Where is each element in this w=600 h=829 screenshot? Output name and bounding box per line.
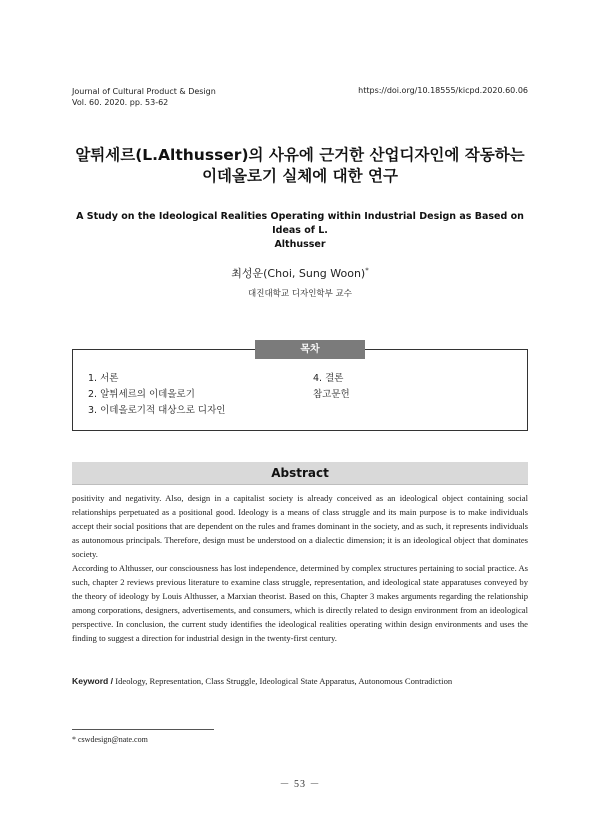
abstract-header-bar (72, 462, 528, 485)
toc-item: 1. 서론 (88, 373, 119, 384)
toc-item: 4. 결론 (313, 373, 344, 384)
journal-volume: Vol. 60. 2020. pp. 53-62 (72, 98, 169, 107)
author-name: 최성운(Choi, Sung Woon) (231, 267, 366, 280)
journal-info (72, 86, 216, 108)
footnote-divider (72, 729, 214, 730)
toc-item: 참고문헌 (313, 389, 350, 400)
keyword-text: Ideology, Representation, Class Struggle, Ideological State Apparatus, Autonomous Contradiction (115, 676, 453, 686)
toc-heading: 목차 (255, 340, 365, 359)
abstract-paragraph: positivity and negativity. Also, design in a capitalist society is already conceived as an ideological object containing social relationships perpetuated as a positional good. Ideology is a means of class struggle and its main purpose is to make individuals accept their social positions that are dependent on the rules and frames dominant in the society, and as such, it represents individuals as autonomous principals. Therefore, design must be understood on a dialectic dimension; it is an ideological object that dominates society. (72, 493, 528, 559)
abstract-body (72, 491, 528, 645)
page-number: － 53 － (279, 779, 321, 790)
toc-item: 2. 알튀세르의 이데올로기 (88, 389, 195, 400)
keyword-label: Keyword / (72, 676, 114, 686)
journal-name: Journal of Cultural Product & Design (72, 87, 216, 96)
english-title-line2: Althusser (274, 239, 326, 250)
footnote-mark: * (72, 735, 76, 744)
doi-link[interactable]: https://doi.org/10.18555/kicpd.2020.60.06 (358, 86, 528, 95)
korean-title-line1: 알튀세르(L.Althusser)의 사유에 근거한 산업디자인에 작동하는 (75, 146, 525, 164)
abstract-heading: Abstract (271, 466, 329, 480)
korean-title-line2: 이데올로기 실체에 대한 연구 (202, 167, 398, 185)
author-affiliation: 대진대학교 디자인학부 교수 (248, 289, 352, 299)
toc-left-column (88, 371, 225, 419)
abstract-paragraph: According to Althusser, our consciousness has lost independence, determined by complex structures pertaining to social practice. As such, chapter 2 reviews previous literature to examine class struggle, representation, and ideological state apparatuses conveyed by the theory of ideology by Louis Althusser, a Marxian theorist. Based on this, Chapter 3 makes arguments regarding the relationship among corporations, designers, advertisements, and consumers, which is directly related to design environment from an ideological perspective. In conclusion, the current study identifies the ideological realities operating within design environments and uses the finding to suggest a direction for industrial design in the twenty-first century. (72, 563, 528, 643)
footnote (72, 735, 148, 744)
keywords (72, 676, 528, 686)
footnote-email: cswdesign@nate.com (78, 735, 148, 744)
toc-item: 3. 이데올로기적 대상으로 디자인 (88, 405, 226, 416)
author-mark: * (365, 266, 369, 275)
english-title-line1: A Study on the Ideological Realities Operating within Industrial Design as Based on Ideas of L. (76, 211, 524, 236)
korean-title (60, 145, 540, 187)
english-title (66, 210, 534, 252)
toc-right-column (313, 371, 350, 403)
author (0, 265, 600, 281)
